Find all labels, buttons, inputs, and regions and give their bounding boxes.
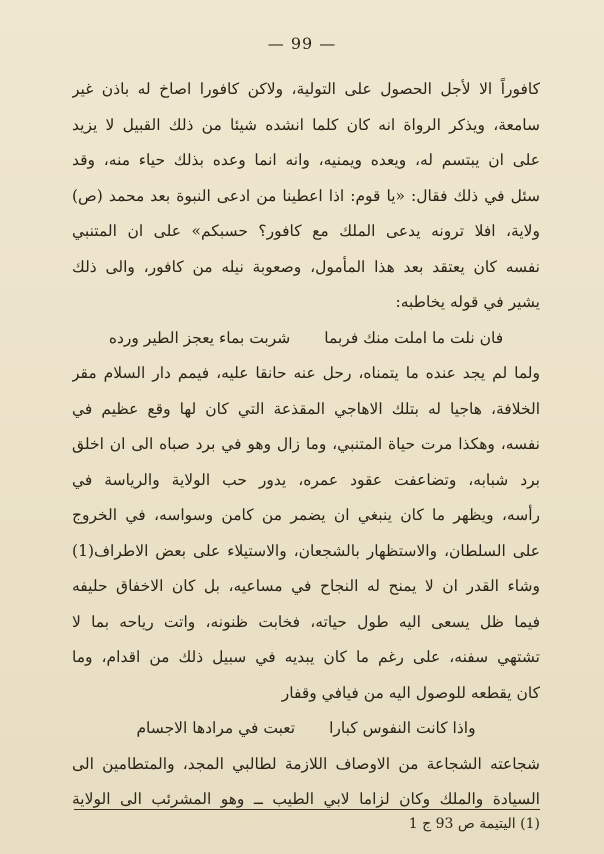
text-line: كافوراً الا لأجل الحصول على التولية، ولاكن كافورا اصاخ له باذن غير xyxy=(72,80,540,98)
text-line: نفسه كان يعتقد بعد هذا المأمول، وصعوبة نيله من كافور، والى ذلك xyxy=(72,257,540,276)
poetry-verse xyxy=(72,711,540,747)
verse-second-hemistich: شربت بماء يعجز الطير ورده xyxy=(108,328,291,347)
text-line: شجاعته الشجاعة من الاوصاف اللازمة لطالبي المجد، والمتطامين الى xyxy=(72,754,540,773)
text-line: كان يقطعه للوصول اليه من فيافي وقفار xyxy=(281,683,540,702)
text-line: السيادة والملك وكان لزاما لابي الطيب ــ وهو المشرئب الى الولاية xyxy=(72,790,540,808)
text-line: سامعة، ويذكر الرواة انه كان كلما انشده شيئا من ذلك القبيل لا يزيد xyxy=(72,115,540,134)
text-line: رأسه، ويظهر ما كان ينبغي ان يضمر من كامن وسواسه، في الخروج xyxy=(72,506,540,524)
verse-second-hemistich: تعبت في مرادها الاجسام xyxy=(136,719,296,737)
body-text xyxy=(72,72,540,818)
text-line: على ان يبتسم له، ويعده ويمنيه، وانه انما وعده بذلك حياء منه، وقد xyxy=(72,151,540,169)
footnote: (1) اليتيمة ص 93 ج 1 xyxy=(408,816,540,832)
text-line: فيما ظل يسعى اليه طول حياته، فخابت ظنونه، واتت رياحه بما لا xyxy=(72,612,540,631)
text-line: تشتهي سفنه، على رغم ما كان يبديه في سبيل ذلك من اقدام، وما xyxy=(72,648,540,666)
text-line: وشاء القدر ان لا يمنح له النجاح في مساعيه، بل كان الاخفاق حليفه xyxy=(72,577,540,595)
text-line: الخلافة، هاجيا له بتلك الاهاجي المقذعة التي كان لها وقع عظيم في xyxy=(72,399,540,418)
text-line: سئل في ذلك فقال: «يا قوم: اذا اعطينا من ادعى النبوة بعد محمد (ص) xyxy=(72,186,540,205)
verse-first-hemistich: واذا كانت النفوس كبارا xyxy=(329,719,476,737)
text-line: ولاية، افلا ترونه يدعى الملك مع كافور؟ حسبكم» على ان المتنبي xyxy=(72,222,540,240)
text-line: برد شبابه، وتضاعفت عقود عمره، يدور حب الولاية والرياسة في xyxy=(72,470,540,489)
footnote-divider xyxy=(74,809,540,810)
verse-first-hemistich: فان نلت ما املت منك فربما xyxy=(324,328,504,347)
text-line: ولما لم يجد عنده ما يتمناه، رحل عنه حانقا عليه، فيمم دار السلام مقر xyxy=(72,364,540,382)
text-line: نفسه، وهكذا مرت حياة المتنبي، وما زال وهو في برد صباه الى ان اخلق xyxy=(72,435,540,453)
text-line: يشير في قوله يخاطبه: xyxy=(395,293,540,311)
text-line: على السلطان، والاستظهار بالشجعان، والاستيلاء على بعض الاطراف(1) xyxy=(72,541,540,560)
poetry-verse xyxy=(72,321,540,357)
page-number: — 99 — xyxy=(267,34,337,53)
